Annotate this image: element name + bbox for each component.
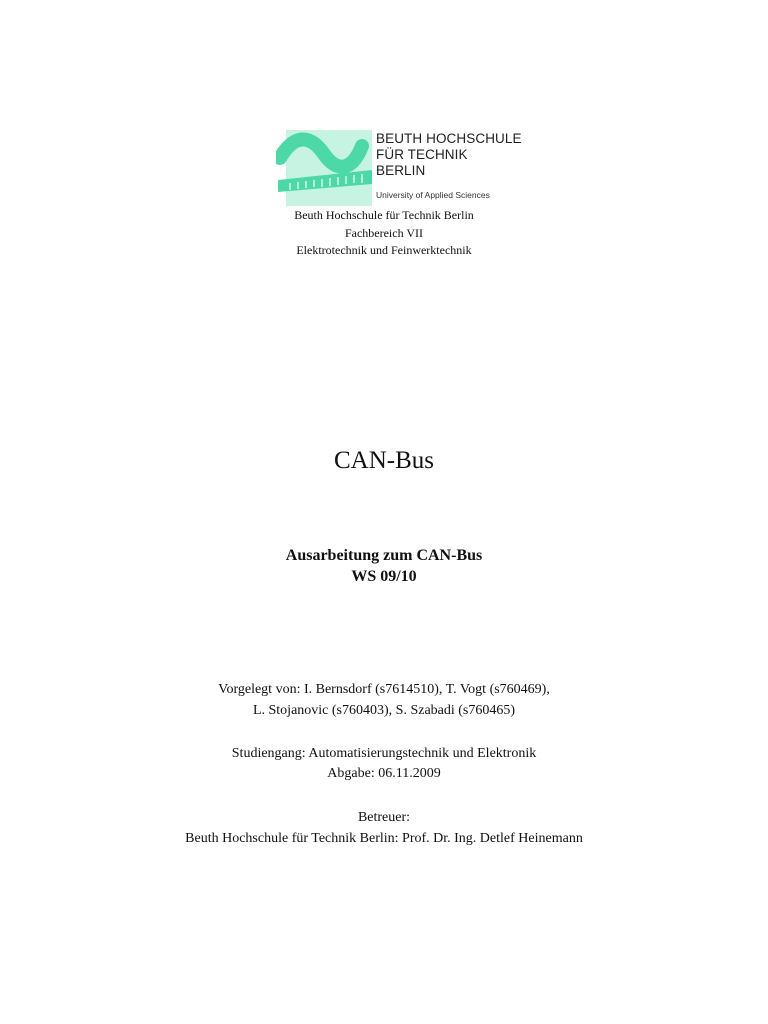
institution-block (0, 207, 768, 260)
authors-line-2: L. Stojanovic (s760403), S. Szabadi (s760465) (252, 702, 516, 718)
logo-tagline: University of Applied Sciences (376, 190, 490, 200)
university-logo (276, 128, 522, 208)
advisor-label: Betreuer: (357, 810, 411, 825)
institution-name: Beuth Hochschule für Technik Berlin (294, 208, 474, 222)
study-program: Studiengang: Automatisierungstechnik und Elektronik (231, 746, 537, 761)
beuth-logo-mark-icon (276, 128, 376, 208)
logo-name-line-1: BEUTH HOCHSCHULE (376, 131, 522, 146)
advisor-name: Beuth Hochschule für Technik Berlin: Prof. Dr. Ing. Detlef Heinemann (185, 830, 583, 846)
study-block (0, 744, 768, 784)
faculty: Elektrotechnik und Feinwerktechnik (296, 243, 472, 257)
semester: WS 09/10 (351, 568, 417, 585)
logo-name-line-3: BERLIN (376, 163, 426, 178)
submission-date: Abgabe: 06.11.2009 (327, 766, 441, 781)
logo-name-line-2: FÜR TECHNIK (376, 147, 468, 162)
document-subtitle (0, 545, 768, 587)
authors-line-1: Vorgelegt von: I. Bernsdorf (s7614510), T. Vogt (s760469), (218, 682, 550, 697)
subtitle-line-1: Ausarbeitung zum CAN-Bus (285, 547, 483, 564)
department: Fachbereich VII (344, 225, 424, 240)
authors-block (0, 680, 768, 721)
document-title: CAN-Bus (333, 447, 434, 474)
advisor-block (0, 808, 768, 849)
logo-wordmark (376, 131, 522, 200)
